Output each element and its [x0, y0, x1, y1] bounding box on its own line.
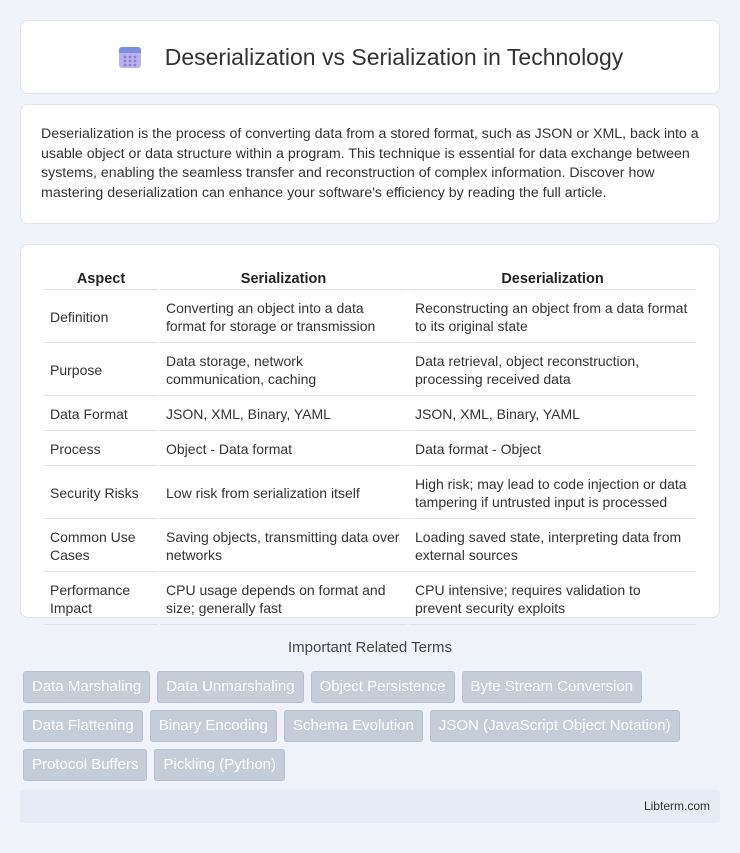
intro-text: Deserialization is the process of converting data from a stored format, such as JSON or XML, back into a usable object or data structure within a program. This technique is essential for data exchange between systems, enabling the seamless transfer and reconstruction of complex information. Discover how mastering deserialization can enhance your software's efficiency by reading the full article.: [41, 126, 699, 201]
table-cell: JSON, XML, Binary, YAML: [409, 398, 696, 431]
column-header-aspect: Aspect: [44, 267, 158, 290]
table-cell: Performance Impact: [44, 574, 158, 625]
table-cell: Data format - Object: [409, 433, 696, 466]
related-term-tag[interactable]: Data Unmarshaling: [157, 671, 303, 703]
related-terms-title: Important Related Terms: [288, 639, 452, 656]
related-term-tag[interactable]: Data Flattening: [23, 710, 143, 742]
column-header-serialization: Serialization: [160, 267, 407, 290]
related-term-tag[interactable]: Pickling (Python): [154, 749, 285, 781]
table-cell: Loading saved state, interpreting data from external sources: [409, 521, 696, 572]
header-card: [20, 20, 720, 94]
intro-card: [20, 104, 720, 224]
table-cell: Purpose: [44, 345, 158, 396]
table-row: [44, 521, 696, 572]
comparison-table: [42, 265, 698, 627]
table-cell: CPU intensive; requires validation to prevent security exploits: [409, 574, 696, 625]
table-header-row: [44, 267, 696, 290]
table-row: [44, 433, 696, 466]
table-cell: Security Risks: [44, 468, 158, 519]
table-cell: High risk; may lead to code injection or data tampering if untrusted input is processed: [409, 468, 696, 519]
related-term-tag[interactable]: Data Marshaling: [23, 671, 150, 703]
comparison-table-card: [20, 244, 720, 618]
table-row: [44, 398, 696, 431]
table-cell: Data retrieval, object reconstruction, processing received data: [409, 345, 696, 396]
table-row: [44, 468, 696, 519]
related-term-tag[interactable]: Byte Stream Conversion: [462, 671, 643, 703]
related-term-tag[interactable]: Object Persistence: [311, 671, 455, 703]
related-term-tag[interactable]: Binary Encoding: [150, 710, 277, 742]
table-cell: Low risk from serialization itself: [160, 468, 407, 519]
table-row: [44, 292, 696, 343]
table-cell: CPU usage depends on format and size; generally fast: [160, 574, 407, 625]
column-header-deserialization: Deserialization: [409, 267, 696, 290]
page-title: Deserialization vs Serialization in Technology: [164, 43, 624, 70]
calendar-icon: [117, 44, 143, 70]
table-cell: Reconstructing an object from a data format to its original state: [409, 292, 696, 343]
related-term-tag[interactable]: JSON (JavaScript Object Notation): [430, 710, 680, 742]
table-cell: Data storage, network communication, caching: [160, 345, 407, 396]
table-row: [44, 345, 696, 396]
table-cell: Data Format: [44, 398, 158, 431]
table-cell: Saving objects, transmitting data over networks: [160, 521, 407, 572]
footer-site-link[interactable]: Libterm.com: [643, 799, 710, 813]
table-cell: JSON, XML, Binary, YAML: [160, 398, 407, 431]
table-cell: Process: [44, 433, 158, 466]
table-cell: Converting an object into a data format for storage or transmission: [160, 292, 407, 343]
table-cell: Definition: [44, 292, 158, 343]
table-cell: Object - Data format: [160, 433, 407, 466]
related-terms-list: [23, 671, 723, 781]
table-row: [44, 574, 696, 625]
related-term-tag[interactable]: Protocol Buffers: [23, 749, 147, 781]
table-cell: Common Use Cases: [44, 521, 158, 572]
related-term-tag[interactable]: Schema Evolution: [284, 710, 423, 742]
footer: [20, 790, 720, 823]
